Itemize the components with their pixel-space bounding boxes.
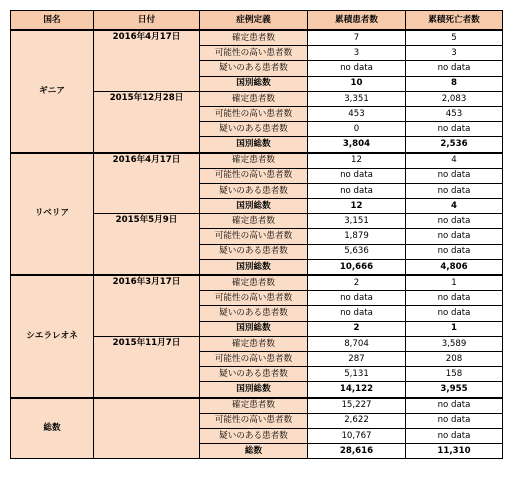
cases-cell: 12 [308,199,406,214]
definition-cell: 国別総数 [200,199,308,214]
date-cell [94,398,200,459]
deaths-cell: 453 [406,106,503,121]
definition-cell: 確定患者数 [200,275,308,291]
definition-cell: 疑いのある患者数 [200,244,308,259]
deaths-cell: 11,310 [406,444,503,459]
definition-cell: 可能性の高い患者数 [200,291,308,306]
deaths-cell: 4 [406,153,503,169]
deaths-cell: 1 [406,275,503,291]
cases-cell: 2 [308,275,406,291]
definition-cell: 疑いのある患者数 [200,183,308,198]
cases-cell: 7 [308,30,406,46]
deaths-cell: 4 [406,199,503,214]
definition-cell: 国別総数 [200,382,308,398]
deaths-cell: 4,806 [406,259,503,275]
definition-cell: 可能性の高い患者数 [200,229,308,244]
definition-cell: 可能性の高い患者数 [200,46,308,61]
header-row [11,11,503,31]
cases-cell: no data [308,168,406,183]
deaths-cell: 8 [406,76,503,91]
deaths-cell: 158 [406,367,503,382]
definition-cell: 疑いのある患者数 [200,306,308,321]
header-date: 日付 [94,11,200,31]
definition-cell: 国別総数 [200,321,308,336]
definition-cell: 疑いのある患者数 [200,61,308,76]
deaths-cell: 3,589 [406,336,503,351]
header-cases: 累積患者数 [308,11,406,31]
definition-cell: 確定患者数 [200,91,308,106]
definition-cell: 確定患者数 [200,398,308,414]
deaths-cell: no data [406,168,503,183]
deaths-cell: 208 [406,351,503,366]
date-cell: 2015年5月9日 [94,214,200,275]
country-cell: ギニア [11,30,94,153]
cases-cell: 0 [308,122,406,137]
date-cell: 2016年4月17日 [94,30,200,91]
definition-cell: 総数 [200,444,308,459]
date-cell: 2016年3月17日 [94,275,200,336]
deaths-cell: no data [406,306,503,321]
date-cell: 2016年4月17日 [94,153,200,214]
cases-cell: no data [308,306,406,321]
definition-cell: 疑いのある患者数 [200,122,308,137]
cases-cell: 14,122 [308,382,406,398]
cases-cell: no data [308,183,406,198]
cases-cell: 2 [308,321,406,336]
cases-cell: 15,227 [308,398,406,414]
definition-cell: 可能性の高い患者数 [200,413,308,428]
country-cell: 総数 [11,398,94,459]
cases-cell: 5,131 [308,367,406,382]
deaths-cell: 5 [406,30,503,46]
cases-cell: 3,351 [308,91,406,106]
definition-cell: 疑いのある患者数 [200,428,308,443]
definition-cell: 可能性の高い患者数 [200,168,308,183]
deaths-cell: no data [406,229,503,244]
definition-cell: 疑いのある患者数 [200,367,308,382]
cases-cell: no data [308,61,406,76]
cases-cell: 10 [308,76,406,91]
cases-cell: 10,767 [308,428,406,443]
definition-cell: 確定患者数 [200,214,308,229]
cases-cell: 3,804 [308,137,406,153]
definition-cell: 国別総数 [200,137,308,153]
deaths-cell: 2,536 [406,137,503,153]
deaths-cell: no data [406,428,503,443]
deaths-cell: no data [406,413,503,428]
deaths-cell: no data [406,398,503,414]
definition-cell: 国別総数 [200,76,308,91]
table-container [10,10,503,459]
table-row [11,398,503,414]
deaths-cell: no data [406,214,503,229]
cases-cell: 5,636 [308,244,406,259]
table-row [11,153,503,169]
cases-cell: 3 [308,46,406,61]
cases-cell: 287 [308,351,406,366]
cases-cell: 12 [308,153,406,169]
deaths-cell: no data [406,291,503,306]
deaths-cell: 2,083 [406,91,503,106]
cases-cell: 28,616 [308,444,406,459]
deaths-cell: 3 [406,46,503,61]
definition-cell: 確定患者数 [200,30,308,46]
deaths-cell: no data [406,122,503,137]
cases-cell: 2,622 [308,413,406,428]
header-country: 国名 [11,11,94,31]
deaths-cell: no data [406,61,503,76]
country-cell: シエラレオネ [11,275,94,398]
header-deaths: 累積死亡者数 [406,11,503,31]
cases-cell: 1,879 [308,229,406,244]
definition-cell: 可能性の高い患者数 [200,351,308,366]
deaths-cell: no data [406,244,503,259]
definition-cell: 可能性の高い患者数 [200,106,308,121]
table-row [11,275,503,291]
header-definition: 症例定義 [200,11,308,31]
date-cell: 2015年11月7日 [94,336,200,397]
table-row [11,30,503,46]
deaths-cell: 3,955 [406,382,503,398]
definition-cell: 確定患者数 [200,153,308,169]
ebola-cases-table [10,10,503,459]
country-cell: リベリア [11,153,94,276]
cases-cell: 8,704 [308,336,406,351]
cases-cell: 3,151 [308,214,406,229]
table-body [11,30,503,459]
cases-cell: 453 [308,106,406,121]
definition-cell: 確定患者数 [200,336,308,351]
deaths-cell: 1 [406,321,503,336]
definition-cell: 国別総数 [200,259,308,275]
deaths-cell: no data [406,183,503,198]
cases-cell: no data [308,291,406,306]
cases-cell: 10,666 [308,259,406,275]
date-cell: 2015年12月28日 [94,91,200,152]
